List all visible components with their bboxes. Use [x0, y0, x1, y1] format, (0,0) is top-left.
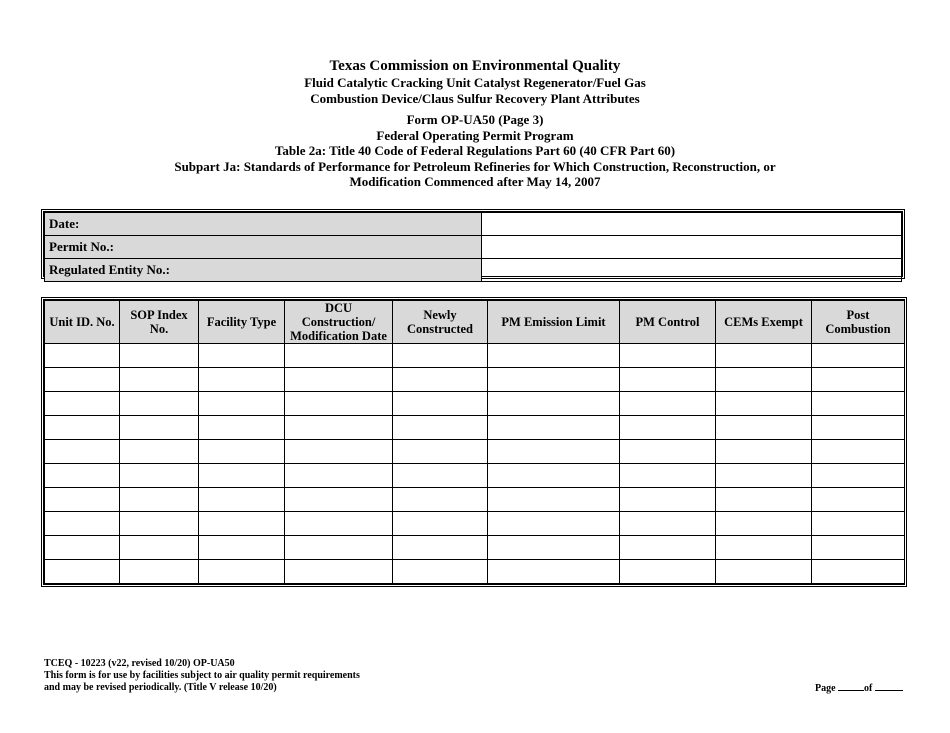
table-cell[interactable] [620, 464, 716, 488]
form-title-line-1: Fluid Catalytic Cracking Unit Catalyst Regenerator/Fuel Gas [304, 75, 646, 90]
regulated-entity-label: Regulated Entity No.: [45, 259, 482, 282]
attributes-table-box [41, 297, 907, 587]
col-header-cems-exempt: CEMs Exempt [716, 301, 812, 344]
table-cell[interactable] [45, 536, 120, 560]
table-cell[interactable] [812, 440, 905, 464]
table-cell[interactable] [716, 344, 812, 368]
table-cell[interactable] [716, 560, 812, 584]
table-cell[interactable] [716, 512, 812, 536]
table-cell[interactable] [812, 536, 905, 560]
table-cell[interactable] [393, 344, 488, 368]
table-row [45, 464, 905, 488]
table-cell[interactable] [120, 440, 199, 464]
table-cell[interactable] [716, 488, 812, 512]
table-cell[interactable] [488, 560, 620, 584]
table-row [45, 536, 905, 560]
table-row [45, 392, 905, 416]
table-cell[interactable] [620, 344, 716, 368]
table-cell[interactable] [393, 440, 488, 464]
date-label: Date: [45, 213, 482, 236]
table-cell[interactable] [716, 392, 812, 416]
subpart-line-1: Subpart Ja: Standards of Performance for Petroleum Refineries for Which Construction, Reconstruction, or [174, 158, 776, 174]
table-cell[interactable] [199, 464, 285, 488]
table-cell[interactable] [285, 536, 393, 560]
table-cell[interactable] [120, 344, 199, 368]
table-cell[interactable] [199, 536, 285, 560]
table-cell[interactable] [45, 392, 120, 416]
footer-notice-line-2: and may be revised periodically. (Title V release 10/20) [44, 682, 277, 693]
table-cell[interactable] [812, 560, 905, 584]
table-cell[interactable] [716, 416, 812, 440]
table-body [45, 344, 905, 584]
attributes-table [44, 300, 905, 584]
entity-info-box [41, 209, 905, 279]
form-id-block [0, 112, 950, 190]
form-title-line-2: Combustion Device/Claus Sulfur Recovery Plant Attributes [310, 90, 640, 106]
table-cell[interactable] [120, 536, 199, 560]
table-row [45, 416, 905, 440]
table-row [45, 488, 905, 512]
table-cell[interactable] [120, 416, 199, 440]
table-cell[interactable] [716, 368, 812, 392]
table-cell[interactable] [285, 416, 393, 440]
table-cell[interactable] [285, 560, 393, 584]
table-cell[interactable] [199, 440, 285, 464]
table-cell[interactable] [120, 488, 199, 512]
table-cell[interactable] [45, 440, 120, 464]
table-cell[interactable] [199, 344, 285, 368]
table-cell[interactable] [45, 464, 120, 488]
form-id: Form OP-UA50 (Page 3) [406, 112, 544, 127]
entity-info-table [44, 212, 902, 282]
table-cell[interactable] [812, 488, 905, 512]
table-cell[interactable] [716, 464, 812, 488]
table-cell[interactable] [285, 344, 393, 368]
table-cell[interactable] [199, 488, 285, 512]
footer-notice-line-1: This form is for use by facilities subject to air quality permit requirements [44, 670, 360, 681]
permit-no-label: Permit No.: [45, 236, 482, 259]
table-cell[interactable] [285, 464, 393, 488]
table-cell[interactable] [120, 512, 199, 536]
table-cell[interactable] [393, 464, 488, 488]
table-cell[interactable] [120, 368, 199, 392]
table-cell[interactable] [620, 440, 716, 464]
table-row [45, 344, 905, 368]
col-header-unit-id: Unit ID. No. [45, 301, 120, 344]
form-header [0, 58, 950, 190]
page-total-blank[interactable] [875, 680, 903, 691]
col-header-post-combustion: Post Combustion [812, 301, 905, 344]
table-cell[interactable] [488, 464, 620, 488]
table-cell[interactable] [812, 512, 905, 536]
table-cell[interactable] [393, 536, 488, 560]
col-header-pm-control: PM Control [620, 301, 716, 344]
table-cell[interactable] [120, 560, 199, 584]
info-row-date [45, 213, 902, 236]
page-number-blank[interactable] [838, 680, 864, 691]
table-row [45, 440, 905, 464]
table-cell[interactable] [45, 512, 120, 536]
table-cell[interactable] [120, 464, 199, 488]
agency-name: Texas Commission on Environmental Quality [329, 58, 621, 74]
table-cell[interactable] [488, 536, 620, 560]
table-cell[interactable] [620, 416, 716, 440]
table-cell[interactable] [285, 440, 393, 464]
table-cell[interactable] [120, 392, 199, 416]
table-cell[interactable] [488, 488, 620, 512]
table-cell[interactable] [285, 368, 393, 392]
page-label: Page [815, 683, 836, 694]
table-cell[interactable] [812, 416, 905, 440]
table-row [45, 512, 905, 536]
table-cell[interactable] [393, 368, 488, 392]
col-header-sop-index: SOP Index No. [120, 301, 199, 344]
subpart-line-2: Modification Commenced after May 14, 2007 [349, 174, 601, 189]
table-cell[interactable] [716, 440, 812, 464]
table-cell[interactable] [393, 488, 488, 512]
table-cell[interactable] [620, 392, 716, 416]
table-row [45, 368, 905, 392]
table-cell[interactable] [620, 488, 716, 512]
footer-notice [44, 658, 360, 694]
table-cell[interactable] [199, 416, 285, 440]
table-cell[interactable] [620, 368, 716, 392]
table-header-row [45, 301, 905, 344]
table-cell[interactable] [199, 560, 285, 584]
table-cell[interactable] [488, 416, 620, 440]
table-cell[interactable] [285, 512, 393, 536]
program-name: Federal Operating Permit Program [376, 127, 574, 143]
table-cell[interactable] [488, 512, 620, 536]
table-cell[interactable] [393, 392, 488, 416]
col-header-facility-type: Facility Type [199, 301, 285, 344]
footer-form-id: TCEQ - 10223 (v22, revised 10/20) OP-UA50 [44, 658, 235, 669]
table-cell[interactable] [199, 512, 285, 536]
table-cell[interactable] [488, 344, 620, 368]
table-cell[interactable] [393, 560, 488, 584]
table-cell[interactable] [620, 512, 716, 536]
table-cell[interactable] [620, 536, 716, 560]
col-header-newly-constructed: Newly Constructed [393, 301, 488, 344]
table-title: Table 2a: Title 40 Code of Federal Regulations Part 60 (40 CFR Part 60) [274, 143, 676, 158]
table-cell[interactable] [199, 368, 285, 392]
table-cell[interactable] [393, 416, 488, 440]
table-cell[interactable] [45, 344, 120, 368]
page-number [815, 680, 903, 694]
table-cell[interactable] [812, 368, 905, 392]
table-cell[interactable] [199, 392, 285, 416]
table-cell[interactable] [488, 392, 620, 416]
table-row [45, 560, 905, 584]
table-cell[interactable] [812, 464, 905, 488]
col-header-pm-emission-limit: PM Emission Limit [488, 301, 620, 344]
table-cell[interactable] [620, 560, 716, 584]
table-cell[interactable] [812, 344, 905, 368]
of-label: of [864, 683, 873, 694]
table-cell[interactable] [45, 368, 120, 392]
table-cell[interactable] [812, 392, 905, 416]
table-cell[interactable] [716, 536, 812, 560]
col-header-dcu-date: DCU Construction/ Modification Date [285, 301, 393, 344]
info-row-permit [45, 236, 902, 259]
table-cell[interactable] [45, 416, 120, 440]
permit-no-field[interactable] [482, 236, 902, 259]
table-cell[interactable] [393, 512, 488, 536]
table-cell[interactable] [285, 392, 393, 416]
table-cell[interactable] [488, 368, 620, 392]
date-field[interactable] [482, 213, 902, 236]
table-cell[interactable] [45, 488, 120, 512]
table-cell[interactable] [45, 560, 120, 584]
regulated-entity-field[interactable] [482, 259, 902, 282]
info-row-entity [45, 259, 902, 282]
table-cell[interactable] [285, 488, 393, 512]
table-cell[interactable] [488, 440, 620, 464]
